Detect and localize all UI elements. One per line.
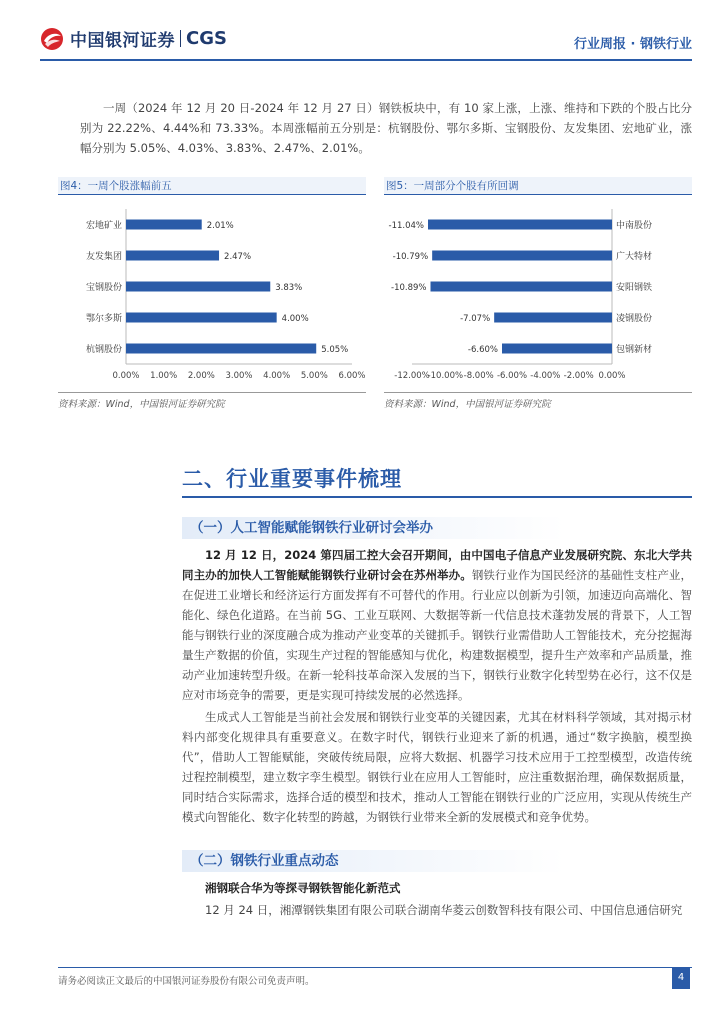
section-divider [182, 496, 692, 498]
data-label: -6.60% [467, 345, 498, 355]
x-tick-label: 3.00% [225, 371, 253, 381]
paragraph-lead-bold: 12 月 12 日，2024 第四届工控大会召开期间，由中国电子信息产业发展研究院、东北大学共同主办的加快人工智能赋能钢铁行业研讨会在苏州举办。 [182, 548, 692, 582]
footer-disclaimer: 请务必阅读正文最后的中国银河证券股份有限公司免责声明。 [58, 976, 315, 987]
figure-5-source: 资料来源：Wind，中国银河证券研究院 [384, 392, 692, 410]
logo-chinese-text: 中国银河证券 [70, 31, 175, 51]
category-label: 安阳钢铁 [616, 283, 653, 293]
data-label: -10.89% [391, 283, 427, 293]
section-title: 二、行业重要事件梳理 [182, 467, 402, 491]
bar [502, 344, 612, 354]
data-label: 3.83% [275, 283, 303, 293]
news-headline: 湘钢联合华为等探寻钢铁智能化新范式 [205, 881, 401, 895]
bar [431, 282, 613, 292]
x-tick-label: -10.00% [427, 371, 464, 381]
bar [126, 220, 202, 230]
subsection-1-paragraph-2: 生成式人工智能是当前社会发展和钢铁行业变革的关键因素，尤其在材料科学领域，其对揭示材料内部变化规律具有重要意义。在数字时代，钢铁行业迎来了新的机遇，通过“数字换脑，模型换代”，借助人工智能赋能，突破传统局限，应将大数据、机器学习技术应用于工控型模型，改造传统过程控制模型，建立数字孪生模型。钢铁行业在应用人工智能时，应注重数据治理，确保数据质量，同时结合实际需求，选择合适的模型和技术，推动人工智能在钢铁行业的广泛应用，实现从传统生产模式向智能化、数字化转型的跨越，为钢铁行业带来全新的发展模式和竞争优势。 [182, 710, 692, 824]
logo-english-text: CGS [186, 28, 227, 49]
figure-5-title: 图5：一周部分个股有所回调 [384, 177, 692, 195]
data-label: 2.47% [224, 252, 252, 262]
intro-paragraph: 一周（2024 年 12 月 20 日-2024 年 12 月 27 日）钢铁板块中，有 10 家上涨，上涨、维持和下跌的个股占比分别为 22.22%、4.44%和 73.33%。本周涨幅前五分别是：杭钢股份、鄂尔多斯、宝钢股份、友发集团、宏地矿业，涨幅分别为 5.05%、4.03%、3.83%、2.47%、2.01%。 [80, 101, 692, 155]
bar [126, 313, 277, 323]
galaxy-logo-icon [40, 27, 64, 51]
bar [126, 282, 270, 292]
category-label: 凌钢股份 [616, 314, 653, 324]
bar [126, 251, 219, 261]
logo-separator [180, 30, 181, 47]
data-label: -11.04% [388, 221, 424, 231]
x-tick-label: 0.00% [112, 371, 140, 381]
subsection-1-title: （一）人工智能赋能钢铁行业研讨会举办 [182, 517, 692, 539]
x-tick-label: -4.00% [530, 371, 561, 381]
category-label: 宏地矿业 [85, 221, 122, 231]
header-divider [40, 59, 692, 61]
page-header [0, 0, 724, 68]
bar [428, 220, 612, 230]
figure-4-source: 资料来源：Wind，中国银河证券研究院 [58, 392, 366, 410]
company-logo [40, 26, 227, 51]
footer-divider [58, 967, 692, 968]
x-tick-label: -6.00% [496, 371, 528, 381]
x-tick-label: 4.00% [263, 371, 291, 381]
category-label: 中南股份 [616, 221, 653, 231]
decliners-bar-chart [384, 199, 692, 389]
figure-5 [384, 177, 692, 409]
bar [126, 344, 316, 354]
subsection-2-title: （二）钢铁行业重点动态 [182, 850, 692, 872]
figure-4 [58, 177, 366, 409]
bar [494, 313, 612, 323]
x-tick-label: -12.00% [394, 371, 430, 381]
x-tick-label: -8.00% [463, 371, 494, 381]
category-label: 包钢新材 [616, 345, 653, 355]
report-type: 行业周报 · 钢铁行业 [574, 37, 692, 52]
page-number: 4 [672, 967, 690, 989]
bar [432, 251, 612, 261]
x-tick-label: -2.00% [563, 371, 594, 381]
category-label: 鄂尔多斯 [85, 314, 122, 324]
data-label: 4.00% [281, 314, 309, 324]
category-label: 广大特材 [616, 252, 653, 262]
category-label: 友发集团 [85, 252, 122, 262]
x-tick-label: 2.00% [187, 371, 215, 381]
gainers-bar-chart [58, 199, 366, 389]
subsection-1-paragraph-1 [182, 545, 692, 705]
paragraph-body: 钢铁行业作为国民经济的基础性支柱产业，在促进工业增长和经济运行方面发挥有不可替代的作用。行业应以创新为引领，加速迈向高端化、智能化、绿色化道路。在当前 5G、工业互联网、大数据等新一代信息技术蓬勃发展的背景下，人工智能与钢铁行业的深度融合成为推动产业变革的关键抓手。钢铁行业需借助人工智能技术，充分挖掘海量生产数据的价值，实现生产过程的智能感知与优化，构建数据模型，提升生产效率和产品质量，推动产业加速转型升级。在新一轮科技革命深入发展的当下，钢铁行业数字化转型势在必行，这不仅是应对市场竞争的需要，更是实现可持续发展的必然选择。 [182, 568, 693, 702]
x-tick-label: 5.00% [300, 371, 328, 381]
news-paragraph: 12 月 24 日，湘潭钢铁集团有限公司联合湖南华菱云创数智科技有限公司、中国信息通信研究 [205, 903, 683, 917]
data-label: 2.01% [206, 221, 234, 231]
data-label: 5.05% [321, 345, 349, 355]
data-label: -10.79% [392, 252, 429, 262]
data-label: -7.07% [460, 314, 491, 324]
x-tick-label: 6.00% [338, 371, 366, 381]
category-label: 杭钢股份 [85, 345, 122, 355]
x-tick-label: 0.00% [598, 371, 626, 381]
figure-4-title: 图4：一周个股涨幅前五 [58, 177, 366, 195]
x-tick-label: 1.00% [150, 371, 178, 381]
category-label: 宝钢股份 [85, 283, 122, 293]
